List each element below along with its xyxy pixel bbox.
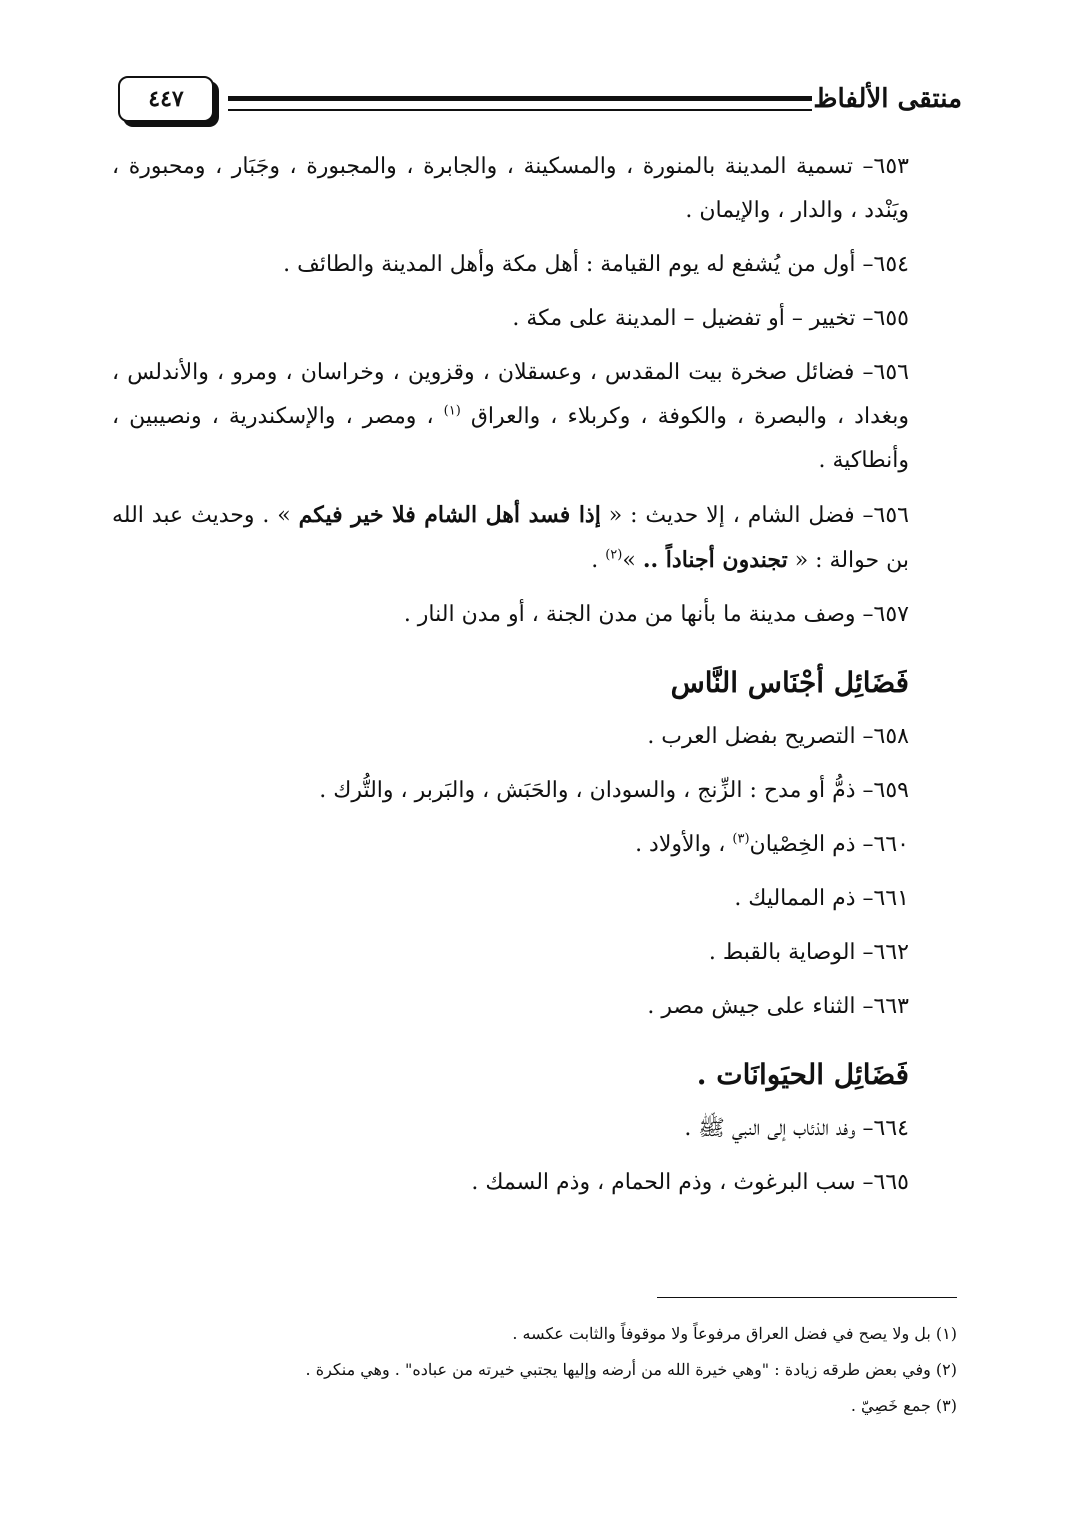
section-heading-people: فَضَائِل أجْنَاس النَّاس	[670, 666, 909, 699]
item-656-a-text2: ، ومصر ، والإسكندرية ، ونصيبين ، وأنطاكية .	[112, 404, 909, 473]
header-rule	[228, 96, 812, 111]
page-number-box	[118, 76, 214, 122]
section-heading-animals: فَضَائِل الحيَوانَات .	[696, 1058, 909, 1091]
hadith-quote-2: تجندون أجناداً ..	[642, 547, 788, 573]
item-660-text1: ٦٦٠– ذم الخِصْيان	[749, 832, 909, 857]
item-656-b-text2: » . وحديث عبد الله بن حوالة : «	[112, 503, 909, 573]
item-658: ٦٥٨– التصريح بفضل العرب .	[647, 724, 909, 749]
footnote-3: (٣) جمع خَصِيّ .	[850, 1396, 957, 1415]
footnote-1: (١) بل ولا يصح في فضل العراق مرفوعاً ولا موقوفاً والثابت عكسه .	[512, 1324, 957, 1343]
item-659: ٦٥٩– ذمُّ أو مدح : الزِّنج ، والسودان ، والحَبَش ، والبَربر ، والتُّرك .	[319, 778, 909, 803]
item-664: ٦٦٤– وفد الذئاب إلى النبي ﷺ .	[684, 1116, 909, 1141]
footnote-ref-2: (٢)	[605, 547, 623, 563]
item-660-text2: ، والأولاد .	[635, 832, 726, 857]
item-657: ٦٥٧– وصف مدينة ما بأنها من مدن الجنة ، أو مدن النار .	[403, 602, 909, 627]
footnote-2: (٢) وفي بعض طرقه زيادة : "وهي خيرة الله من أرضه وإليها يجتبي خيرته من عباده" . وهي منكرة .	[305, 1360, 957, 1379]
item-656-b-text1: ٦٥٦– فضل الشام ، إلا حديث : «	[608, 503, 909, 528]
item-662: ٦٦٢– الوصاية بالقبط .	[708, 940, 909, 965]
item-653: ٦٥٣– تسمية المدينة بالمنورة ، والمسكينة ، والجابرة ، والمجبورة ، وجَبَار ، ومحبورة ، ويَنْدد ، والدار ، والإيمان .	[112, 154, 909, 223]
item-661: ٦٦١– ذم المماليك .	[734, 886, 909, 911]
footnote-ref-1: (١)	[443, 403, 461, 419]
page-number: ٤٤٧	[148, 86, 184, 112]
footnote-ref-3: (٣)	[732, 831, 750, 847]
footnote-divider	[657, 1297, 957, 1298]
item-656-b	[112, 493, 957, 583]
item-655: ٦٥٥– تخيير – أو تفضيل – المدينة على مكة .	[512, 306, 909, 331]
footnotes	[112, 1318, 957, 1426]
item-656-a	[112, 351, 957, 483]
book-title: منتقى الألفاظ	[813, 84, 962, 114]
item-656-a-text1: ٦٥٦– فضائل صخرة بيت المقدس ، وعسقلان ، وقزوين ، وخراسان ، ومرو ، والأندلس ، وبغداد ، والبصرة ، والكوفة ، وكربلاء ، والعراق	[112, 360, 909, 429]
item-654: ٦٥٤– أول من يُشفع له يوم القيامة : أهل مكة وأهل المدينة والطائف .	[283, 252, 909, 277]
item-656-b-end: .	[591, 548, 599, 573]
item-665: ٦٦٥– سب البرغوث ، وذم الحمام ، وذم السمك .	[471, 1170, 909, 1195]
page-header	[110, 70, 962, 130]
page-body	[112, 145, 957, 1215]
hadith-quote-1: إذا فسد أهل الشام فلا خير فيكم	[298, 502, 601, 528]
item-663: ٦٦٣– الثناء على جيش مصر .	[647, 994, 909, 1019]
item-660	[112, 823, 957, 867]
item-656-b-text3: »	[622, 548, 636, 573]
